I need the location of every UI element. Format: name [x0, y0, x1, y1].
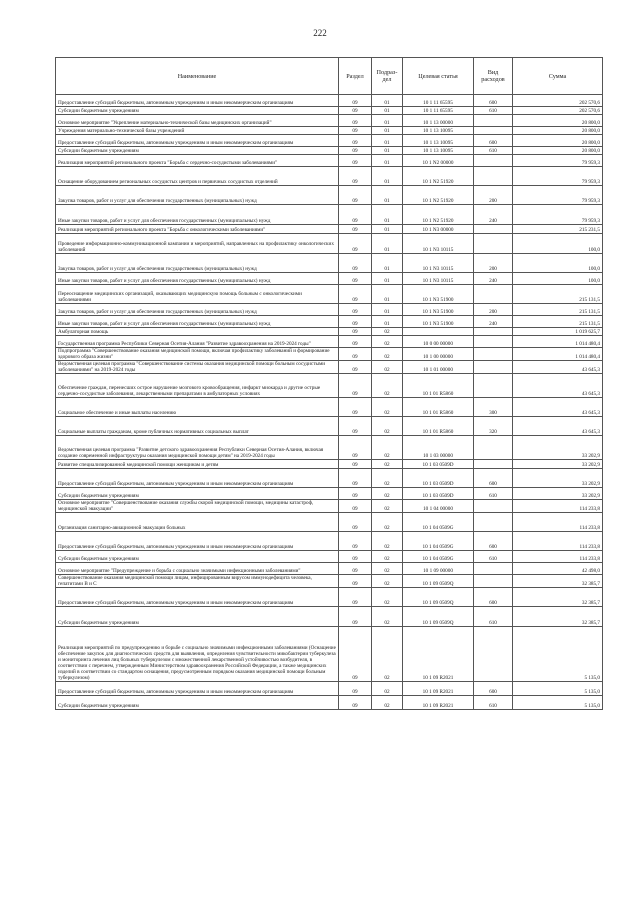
- cell-sum: 100,0: [513, 254, 603, 273]
- cell-article: 10 1 01 R5860: [403, 374, 474, 398]
- cell-name: Переоснащение медицинских организаций, оказывающих медицинскую помощь больным с онкологическими заболеваниями: [56, 285, 339, 304]
- cell-vid: [474, 575, 513, 588]
- cell-vid: [474, 374, 513, 398]
- cell-article: 10 1 13 10095: [403, 127, 474, 135]
- table-row: [56, 254, 603, 273]
- table-row: [56, 304, 603, 316]
- cell-vid: 600: [474, 95, 513, 107]
- cell-razdel: 09: [339, 607, 372, 627]
- cell-sum: 20 800,0: [513, 115, 603, 127]
- table-row: [56, 135, 603, 147]
- cell-razdel: 09: [339, 273, 372, 285]
- cell-razdel: 09: [339, 167, 372, 186]
- cell-vid: [474, 225, 513, 234]
- cell-sum: 20 800,0: [513, 147, 603, 155]
- cell-podrazdel: 02: [372, 488, 403, 500]
- cell-razdel: 09: [339, 551, 372, 563]
- cell-sum: 215 231,5: [513, 225, 603, 234]
- cell-article: 10 1 00 00000: [403, 348, 474, 361]
- table-row: [56, 563, 603, 575]
- cell-podrazdel: 02: [372, 575, 403, 588]
- cell-razdel: 09: [339, 285, 372, 304]
- table-row: [56, 417, 603, 436]
- cell-name: Ведомственная целевая программа "Совершенствование системы оказания медицинской помощи больным сосудистыми заболеваниями" на 2019-2024 годы: [56, 361, 339, 374]
- cell-vid: [474, 460, 513, 469]
- cell-article: 10 1 01 R5860: [403, 398, 474, 417]
- cell-podrazdel: 01: [372, 304, 403, 316]
- table-header-row: [56, 58, 603, 95]
- cell-podrazdel: 02: [372, 513, 403, 532]
- cell-name: Организация санитарно-авиационной эвакуации больных: [56, 513, 339, 532]
- cell-vid: [474, 234, 513, 254]
- cell-sum: 5 135,0: [513, 696, 603, 710]
- cell-sum: 20 800,0: [513, 135, 603, 147]
- cell-sum: 215 131,5: [513, 285, 603, 304]
- table-row: [56, 398, 603, 417]
- cell-sum: 202 570,6: [513, 95, 603, 107]
- cell-article: 10 1 N3 10115: [403, 273, 474, 285]
- table-row: [56, 532, 603, 551]
- cell-podrazdel: 02: [372, 460, 403, 469]
- cell-podrazdel: 01: [372, 254, 403, 273]
- cell-podrazdel: 01: [372, 115, 403, 127]
- cell-name: Основное мероприятие "Укрепление материально-технической базы медицинских организаций": [56, 115, 339, 127]
- cell-article: 10 1 09 0509Q: [403, 607, 474, 627]
- cell-name: Основное мероприятие "Предупреждение и борьба с социально значимыми инфекционными заболеваниями": [56, 563, 339, 575]
- cell-sum: 1 014 480,4: [513, 348, 603, 361]
- cell-name: Основное мероприятие "Совершенствование оказания службы скорой медицинской помощи, медицины катастроф, медицинской эвакуации": [56, 500, 339, 513]
- cell-article: 10 1 11 65595: [403, 107, 474, 115]
- cell-sum: 43 645,3: [513, 417, 603, 436]
- table-row: [56, 95, 603, 107]
- cell-podrazdel: 02: [372, 436, 403, 460]
- header-vid: Вид расходов: [474, 58, 513, 95]
- cell-name: Закупка товаров, работ и услуг для обеспечения государственных (муниципальных) нужд: [56, 186, 339, 205]
- cell-vid: 610: [474, 696, 513, 710]
- cell-podrazdel: 02: [372, 627, 403, 682]
- cell-razdel: 09: [339, 95, 372, 107]
- header-article: Целевая статья: [403, 58, 474, 95]
- table-row: [56, 607, 603, 627]
- cell-razdel: 09: [339, 107, 372, 115]
- cell-name: Оснащение оборудованием региональных сосудистых центров и первичных сосудистых отделений: [56, 167, 339, 186]
- cell-vid: 240: [474, 205, 513, 225]
- cell-name: Реализация мероприятий по предупреждению и борьбе с социально значимыми инфекционными заболеваниями (Оснащение обеспечение закупок для диагностических средств для выявления, определения чувствительности микобактерии туберкулеза и мониторинга лечения лиц больных туберкулезом с множественной лекарственной устойчивостью возбудителя, в соответствии с перечнем, утвержденным Министерством здравоохранения Российской Федерации, а также медицинских изделий в соответствии со стандартом оснащения, предусмотренным порядком оказания медицинской помощи больным туберкулезом): [56, 627, 339, 682]
- table-row: [56, 147, 603, 155]
- cell-podrazdel: 01: [372, 127, 403, 135]
- cell-article: 10 1 N3 10115: [403, 234, 474, 254]
- cell-name: Социальное обеспечение и иные выплаты населению: [56, 398, 339, 417]
- cell-vid: 610: [474, 147, 513, 155]
- cell-name: Предоставление субсидий бюджетным, автономным учреждениям и иным некоммерческим организациям: [56, 588, 339, 607]
- cell-vid: 600: [474, 682, 513, 696]
- cell-name: Субсидии бюджетным учреждениям: [56, 696, 339, 710]
- cell-article: 10 1 N2 51920: [403, 205, 474, 225]
- cell-article: 10 1 04 0509G: [403, 532, 474, 551]
- cell-article: 10 1 04 0509G: [403, 551, 474, 563]
- table-row: [56, 328, 603, 336]
- header-sum: Сумма: [513, 58, 603, 95]
- cell-podrazdel: 02: [372, 336, 403, 348]
- cell-podrazdel: 01: [372, 316, 403, 328]
- cell-vid: 600: [474, 135, 513, 147]
- cell-name: Субсидии бюджетным учреждениям: [56, 551, 339, 563]
- cell-sum: 32 385,7: [513, 588, 603, 607]
- table-row: [56, 348, 603, 361]
- cell-podrazdel: 01: [372, 234, 403, 254]
- table-row: [56, 436, 603, 460]
- cell-sum: 79 959,3: [513, 155, 603, 167]
- cell-name: Предоставление субсидий бюджетным, автономным учреждениям и иным некоммерческим организациям: [56, 532, 339, 551]
- cell-article: 10 1 03 0509D: [403, 488, 474, 500]
- cell-sum: 215 131,5: [513, 316, 603, 328]
- cell-name: Субсидии бюджетным учреждениям: [56, 147, 339, 155]
- cell-sum: 20 800,0: [513, 127, 603, 135]
- cell-sum: 5 135,0: [513, 682, 603, 696]
- cell-podrazdel: 01: [372, 205, 403, 225]
- table-row: [56, 115, 603, 127]
- cell-razdel: 09: [339, 155, 372, 167]
- cell-article: 10 1 N3 51900: [403, 304, 474, 316]
- cell-vid: 610: [474, 107, 513, 115]
- cell-razdel: 09: [339, 563, 372, 575]
- cell-sum: 100,0: [513, 234, 603, 254]
- cell-vid: [474, 563, 513, 575]
- cell-name: Подпрограмма "Совершенствование оказания медицинской помощи, включая профилактику заболеваний и формирование здорового образа жизни": [56, 348, 339, 361]
- cell-razdel: 09: [339, 696, 372, 710]
- cell-razdel: 09: [339, 500, 372, 513]
- cell-article: 10 1 13 10095: [403, 147, 474, 155]
- cell-razdel: 09: [339, 304, 372, 316]
- table-row: [56, 316, 603, 328]
- cell-vid: [474, 513, 513, 532]
- table-row: [56, 167, 603, 186]
- cell-vid: [474, 361, 513, 374]
- cell-vid: 200: [474, 304, 513, 316]
- cell-name: Предоставление субсидий бюджетным, автономным учреждениям и иным некоммерческим организациям: [56, 682, 339, 696]
- cell-name: Проведение информационно-коммуникационной кампании и мероприятий, направленных на профилактику онкологических заболеваний: [56, 234, 339, 254]
- table-row: [56, 205, 603, 225]
- cell-podrazdel: 01: [372, 95, 403, 107]
- cell-vid: [474, 336, 513, 348]
- cell-vid: 610: [474, 551, 513, 563]
- cell-vid: [474, 500, 513, 513]
- cell-name: Субсидии бюджетным учреждениям: [56, 107, 339, 115]
- cell-article: 10 1 04 0509G: [403, 513, 474, 532]
- cell-podrazdel: 02: [372, 328, 403, 336]
- cell-article: 10 1 13 10095: [403, 135, 474, 147]
- table-row: [56, 361, 603, 374]
- cell-razdel: 09: [339, 417, 372, 436]
- cell-article: 10 1 09 0509Q: [403, 575, 474, 588]
- cell-vid: [474, 167, 513, 186]
- cell-podrazdel: 01: [372, 167, 403, 186]
- cell-name: Развитие специализированной медицинской помощи женщинам и детям: [56, 460, 339, 469]
- table-row: [56, 627, 603, 682]
- cell-sum: 114 233,8: [513, 551, 603, 563]
- cell-sum: 114 233,8: [513, 513, 603, 532]
- cell-vid: 320: [474, 417, 513, 436]
- cell-razdel: 09: [339, 575, 372, 588]
- cell-sum: 114 233,8: [513, 532, 603, 551]
- table-row: [56, 234, 603, 254]
- cell-podrazdel: 01: [372, 273, 403, 285]
- cell-article: 10 1 N3 00000: [403, 225, 474, 234]
- cell-razdel: 09: [339, 682, 372, 696]
- cell-sum: 33 202,9: [513, 469, 603, 488]
- cell-razdel: 09: [339, 513, 372, 532]
- table-row: [56, 285, 603, 304]
- cell-name: Иные закупки товаров, работ и услуг для обеспечения государственных (муниципальных) нужд: [56, 273, 339, 285]
- cell-sum: 1 019 625,7: [513, 328, 603, 336]
- cell-sum: 79 959,3: [513, 167, 603, 186]
- cell-razdel: 09: [339, 488, 372, 500]
- cell-razdel: 09: [339, 588, 372, 607]
- cell-name: Предоставление субсидий бюджетным, автономным учреждениям и иным некоммерческим организациям: [56, 95, 339, 107]
- cell-article: 10 0 00 00000: [403, 336, 474, 348]
- cell-article: 10 1 N2 51920: [403, 167, 474, 186]
- cell-sum: 202 570,6: [513, 107, 603, 115]
- cell-sum: 100,0: [513, 273, 603, 285]
- cell-vid: [474, 627, 513, 682]
- cell-podrazdel: 02: [372, 398, 403, 417]
- cell-name: Амбулаторная помощь: [56, 328, 339, 336]
- cell-vid: 240: [474, 273, 513, 285]
- cell-name: Реализация мероприятий регионального проекта "Борьба с онкологическими заболеваниями": [56, 225, 339, 234]
- cell-article: 10 1 09 00000: [403, 563, 474, 575]
- table-row: [56, 460, 603, 469]
- cell-vid: 200: [474, 186, 513, 205]
- table-row: [56, 682, 603, 696]
- cell-article: 10 1 09 R2021: [403, 682, 474, 696]
- cell-podrazdel: 01: [372, 147, 403, 155]
- cell-razdel: 09: [339, 436, 372, 460]
- cell-name: Субсидии бюджетным учреждениям: [56, 607, 339, 627]
- cell-article: 10 1 N2 00000: [403, 155, 474, 167]
- cell-article: 10 1 01 00000: [403, 361, 474, 374]
- cell-article: 10 1 01 R5860: [403, 417, 474, 436]
- cell-razdel: 09: [339, 328, 372, 336]
- cell-razdel: 09: [339, 361, 372, 374]
- table-row: [56, 374, 603, 398]
- cell-razdel: 09: [339, 398, 372, 417]
- cell-vid: 610: [474, 488, 513, 500]
- table-row: [56, 225, 603, 234]
- cell-vid: 600: [474, 532, 513, 551]
- cell-sum: 114 233,8: [513, 500, 603, 513]
- cell-article: 10 1 N2 51920: [403, 186, 474, 205]
- cell-vid: [474, 155, 513, 167]
- cell-name: Социальные выплаты гражданам, кроме публичных нормативных социальных выплат: [56, 417, 339, 436]
- header-razdel: Раздел: [339, 58, 372, 95]
- cell-razdel: 09: [339, 316, 372, 328]
- cell-podrazdel: 01: [372, 135, 403, 147]
- page-number: 222: [313, 28, 327, 38]
- cell-article: 10 1 03 0509D: [403, 469, 474, 488]
- cell-name: Реализация мероприятий регионального проекта "Борьба с сердечно-сосудистыми заболеваниями": [56, 155, 339, 167]
- cell-vid: 200: [474, 254, 513, 273]
- cell-sum: 79 959,3: [513, 205, 603, 225]
- cell-sum: 33 202,9: [513, 436, 603, 460]
- cell-vid: 240: [474, 316, 513, 328]
- cell-name: Государственная программа Республики Северная Осетия-Алания "Развитие здравоохранения на 2019-2024 годы": [56, 336, 339, 348]
- cell-podrazdel: 02: [372, 551, 403, 563]
- cell-vid: [474, 127, 513, 135]
- cell-podrazdel: 02: [372, 563, 403, 575]
- cell-vid: [474, 285, 513, 304]
- cell-sum: 42 498,0: [513, 563, 603, 575]
- cell-sum: 32 385,7: [513, 607, 603, 627]
- cell-vid: [474, 436, 513, 460]
- cell-sum: 43 645,3: [513, 398, 603, 417]
- cell-razdel: 09: [339, 336, 372, 348]
- cell-razdel: 09: [339, 147, 372, 155]
- header-podrazdel: Подраз- дел: [372, 58, 403, 95]
- cell-article: 10 1 09 R2021: [403, 627, 474, 682]
- cell-razdel: 09: [339, 374, 372, 398]
- cell-vid: 300: [474, 398, 513, 417]
- cell-article: 10 1 N3 51900: [403, 316, 474, 328]
- table-row: [56, 575, 603, 588]
- cell-vid: [474, 115, 513, 127]
- cell-podrazdel: 02: [372, 607, 403, 627]
- table-row: [56, 551, 603, 563]
- cell-razdel: 09: [339, 469, 372, 488]
- table-row: [56, 588, 603, 607]
- cell-podrazdel: 01: [372, 155, 403, 167]
- cell-article: 10 1 09 R2021: [403, 696, 474, 710]
- cell-razdel: 09: [339, 186, 372, 205]
- cell-article: 10 1 N3 10115: [403, 254, 474, 273]
- table-row: [56, 696, 603, 710]
- cell-podrazdel: 02: [372, 374, 403, 398]
- cell-vid: [474, 328, 513, 336]
- cell-sum: 33 202,9: [513, 488, 603, 500]
- cell-article: [403, 328, 474, 336]
- cell-sum: 43 645,3: [513, 374, 603, 398]
- table-row: [56, 155, 603, 167]
- table-row: [56, 127, 603, 135]
- cell-name: Иные закупки товаров, работ и услуг для обеспечения государственных (муниципальных) нужд: [56, 205, 339, 225]
- cell-vid: 600: [474, 588, 513, 607]
- cell-name: Закупка товаров, работ и услуг для обеспечения государственных (муниципальных) нужд: [56, 254, 339, 273]
- cell-name: Предоставление субсидий бюджетным, автономным учреждениям и иным некоммерческим организациям: [56, 469, 339, 488]
- cell-vid: 600: [474, 469, 513, 488]
- budget-table: [55, 57, 603, 710]
- table-row: [56, 513, 603, 532]
- cell-sum: 79 959,3: [513, 186, 603, 205]
- table-row: [56, 186, 603, 205]
- cell-podrazdel: 01: [372, 107, 403, 115]
- cell-name: Совершенствование оказания медицинской помощи лицам, инфицированным вирусом иммунодефицита человека, гепатитами B и C: [56, 575, 339, 588]
- cell-vid: [474, 348, 513, 361]
- cell-sum: 43 645,3: [513, 361, 603, 374]
- table-row: [56, 469, 603, 488]
- cell-article: 10 1 N3 51900: [403, 285, 474, 304]
- cell-sum: 32 385,7: [513, 575, 603, 588]
- cell-podrazdel: 02: [372, 682, 403, 696]
- cell-podrazdel: 01: [372, 225, 403, 234]
- cell-article: 10 1 04 00000: [403, 500, 474, 513]
- table-row: [56, 336, 603, 348]
- table-row: [56, 107, 603, 115]
- table-body: [56, 95, 603, 710]
- cell-sum: 33 202,9: [513, 460, 603, 469]
- cell-name: Обеспечение граждан, перенесших острое нарушение мозгового кровообращения, инфаркт миокарда и другие острые сердечно-сосудистые заболевания, лекарственными препаратами в амбулаторных условиях: [56, 374, 339, 398]
- cell-podrazdel: 02: [372, 500, 403, 513]
- cell-podrazdel: 02: [372, 361, 403, 374]
- cell-podrazdel: 02: [372, 348, 403, 361]
- cell-article: 10 1 13 00000: [403, 115, 474, 127]
- header-name: Наименование: [56, 58, 339, 95]
- cell-razdel: 09: [339, 127, 372, 135]
- cell-article: 10 1 03 0509D: [403, 460, 474, 469]
- table-row: [56, 273, 603, 285]
- cell-razdel: 09: [339, 348, 372, 361]
- cell-sum: 215 131,5: [513, 304, 603, 316]
- cell-razdel: 09: [339, 115, 372, 127]
- cell-article: 10 1 11 65595: [403, 95, 474, 107]
- cell-sum: 5 135,0: [513, 627, 603, 682]
- cell-sum: 1 014 480,4: [513, 336, 603, 348]
- cell-name: Предоставление субсидий бюджетным, автономным учреждениям и иным некоммерческим организациям: [56, 135, 339, 147]
- cell-podrazdel: 02: [372, 417, 403, 436]
- cell-razdel: 09: [339, 627, 372, 682]
- cell-razdel: 09: [339, 234, 372, 254]
- cell-podrazdel: 01: [372, 186, 403, 205]
- cell-podrazdel: 02: [372, 696, 403, 710]
- cell-razdel: 09: [339, 254, 372, 273]
- table-row: [56, 488, 603, 500]
- cell-razdel: 09: [339, 532, 372, 551]
- cell-podrazdel: 01: [372, 285, 403, 304]
- cell-razdel: 09: [339, 460, 372, 469]
- cell-razdel: 09: [339, 135, 372, 147]
- cell-podrazdel: 02: [372, 532, 403, 551]
- cell-name: Ведомственная целевая программа "Развитие детского здравоохранения Республики Северная Осетия-Алания, включая создание современной инфраструктуры оказания медицинской помощи детям" на 2019-2024 годы: [56, 436, 339, 460]
- cell-razdel: 09: [339, 225, 372, 234]
- cell-vid: 610: [474, 607, 513, 627]
- cell-razdel: 09: [339, 205, 372, 225]
- cell-podrazdel: 02: [372, 588, 403, 607]
- cell-name: Закупка товаров, работ и услуг для обеспечения государственных (муниципальных) нужд: [56, 304, 339, 316]
- cell-name: Субсидии бюджетным учреждениям: [56, 488, 339, 500]
- cell-name: Учреждения материально-технической базы учреждений: [56, 127, 339, 135]
- cell-name: Иные закупки товаров, работ и услуг для обеспечения государственных (муниципальных) нужд: [56, 316, 339, 328]
- table-row: [56, 500, 603, 513]
- cell-podrazdel: 02: [372, 469, 403, 488]
- cell-article: 10 1 03 00000: [403, 436, 474, 460]
- cell-article: 10 1 09 0509Q: [403, 588, 474, 607]
